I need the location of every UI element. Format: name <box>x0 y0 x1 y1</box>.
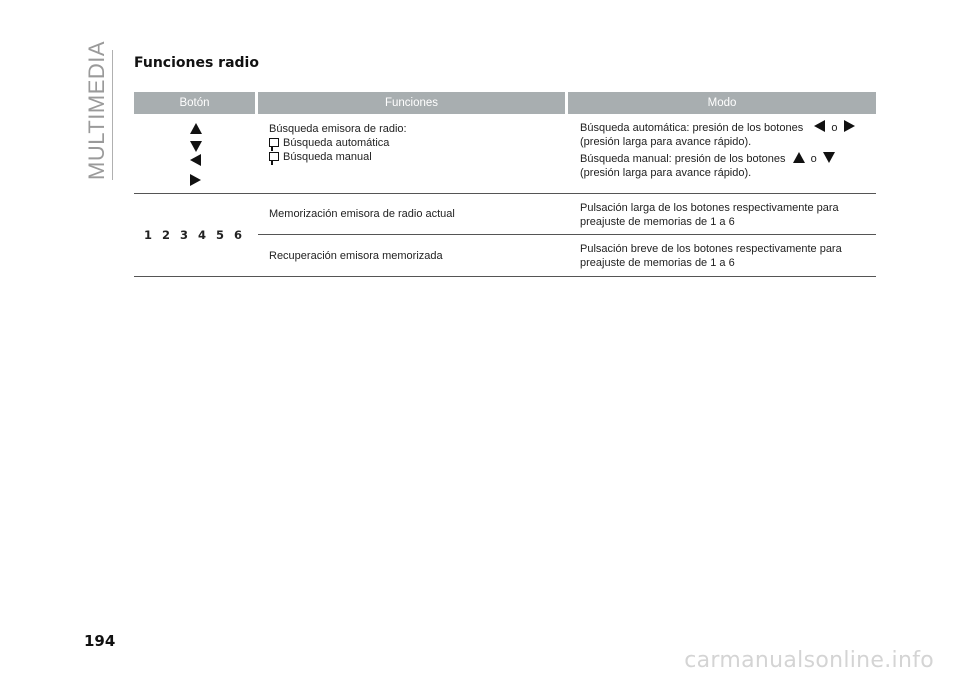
chapter-side-title: MULTIMEDIA <box>84 40 109 180</box>
radio-icon <box>269 138 279 147</box>
table-header <box>134 92 876 114</box>
section-title: Funciones radio <box>134 55 259 71</box>
chapter-divider-line <box>112 50 113 180</box>
mode-line: Pulsación breve de los botones respectivamente para <box>580 243 842 255</box>
mode-auto-suffix: (presión larga para avance rápido). <box>580 136 752 148</box>
mode-manual-suffix: (presión larga para avance rápido). <box>580 167 752 179</box>
mode-cell <box>568 235 876 276</box>
header-boton: Botón <box>134 92 255 114</box>
function-cell: Recuperación emisora memorizada <box>269 249 443 262</box>
mode-manual-or: o <box>810 153 817 165</box>
mode-manual-prefix: Búsqueda manual: presión de los botones <box>580 153 786 165</box>
table-subrow <box>258 234 876 276</box>
function-item <box>269 136 565 150</box>
watermark: carmanualsonline.info <box>684 648 934 673</box>
mode-auto-or: o <box>831 122 838 134</box>
left-arrow-icon <box>814 120 825 132</box>
down-arrow-icon <box>823 152 835 163</box>
function-item <box>269 150 565 164</box>
preset-buttons-label: 1 2 3 4 5 6 <box>143 228 246 242</box>
function-item-label: Búsqueda manual <box>283 151 372 163</box>
table-subrow <box>258 194 876 234</box>
function-cell <box>258 114 565 193</box>
mode-auto-line <box>580 120 872 135</box>
radio-functions-table <box>134 92 876 277</box>
page-number: 194 <box>84 632 116 650</box>
right-arrow-icon <box>190 174 201 186</box>
function-item-label: Búsqueda automática <box>283 137 390 149</box>
mode-cell <box>568 114 876 193</box>
table-row <box>134 114 876 194</box>
function-cell: Memorización emisora de radio actual <box>269 208 455 220</box>
radio-icon <box>269 152 279 161</box>
mode-line: preajuste de memorias de 1 a 6 <box>580 257 735 269</box>
mode-line: Pulsación larga de los botones respectivamente para <box>580 202 839 214</box>
function-title: Búsqueda emisora de radio: <box>269 123 407 135</box>
arrow-buttons-cell <box>134 114 255 193</box>
down-arrow-icon <box>190 141 202 152</box>
header-modo: Modo <box>568 92 876 114</box>
up-arrow-icon <box>793 152 805 163</box>
mode-line: preajuste de memorias de 1 a 6 <box>580 216 735 228</box>
mode-auto-prefix: Búsqueda automática: presión de los botones <box>580 122 804 134</box>
header-funciones: Funciones <box>258 92 565 114</box>
left-arrow-icon <box>190 154 201 166</box>
preset-subrows <box>258 194 876 276</box>
up-arrow-icon <box>190 123 202 134</box>
mode-cell <box>568 194 876 234</box>
table-row <box>134 194 876 277</box>
mode-manual-line <box>580 152 872 166</box>
right-arrow-icon <box>844 120 855 132</box>
